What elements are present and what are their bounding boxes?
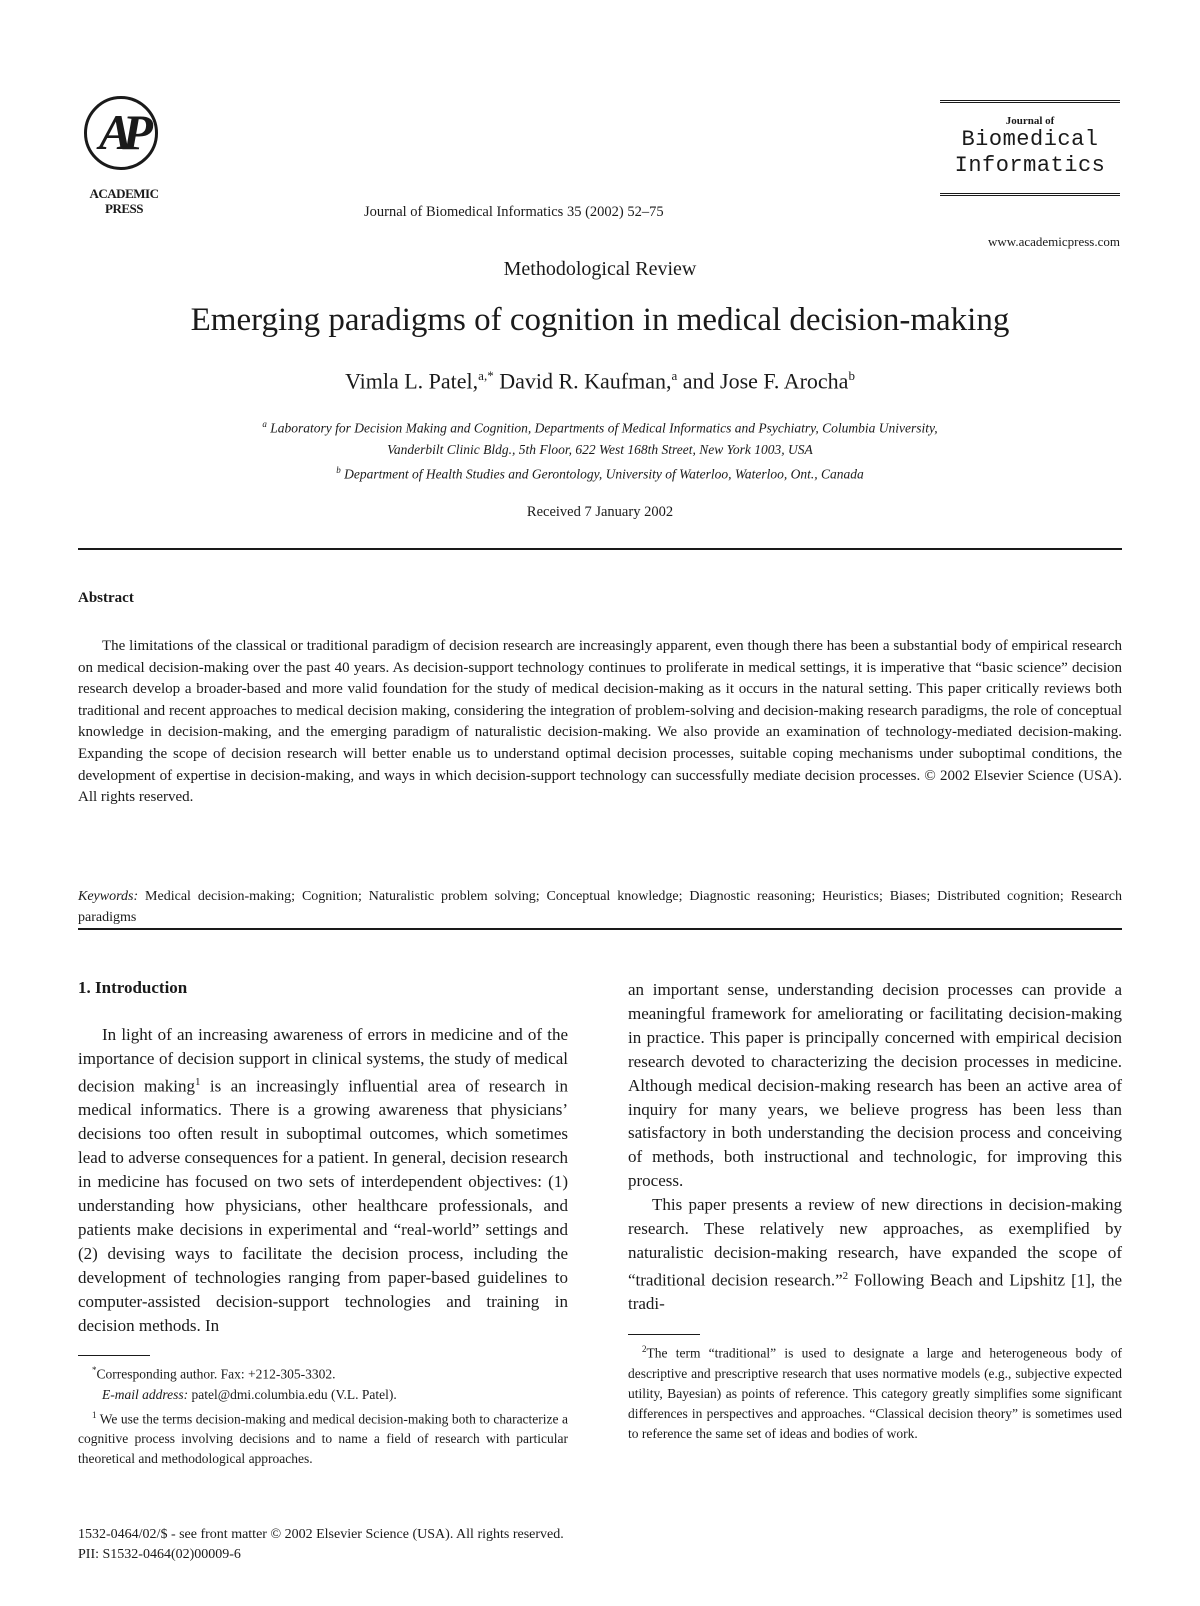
publisher-name-line2: PRESS [105,201,143,216]
author-2-sup: a [671,368,678,383]
footnote-rule-left [78,1355,150,1356]
masthead-top-rule [940,100,1120,107]
abstract-heading: Abstract [78,590,134,606]
affil-a-line1: Laboratory for Decision Making and Cognition, Departments of Medical Informatics and Psychiatry, Columbia University, [270,420,938,436]
logo-glyph: AP [99,104,143,160]
abstract-text: The limitations of the classical or traditional paradigm of decision research are increasingly apparent, even though there has been a substantial body of empirical research on medical decision-making over the past 40 years. As decision-support technology continues to proliferate in medical settings, it is imperative that “basic science” decision research develop a broader-based and more valid foundation for the study of medical decision-making as it occurs in the natural setting. This paper critically reviews both traditional and recent approaches to medical decision making, considering the integration of problem-solving and decision-making research paradigms, the role of conceptual knowledge in decision-making, and the emerging paradigm of naturalistic decision-making. We also provide an examination of technology-mediated decision-making. Expanding the scope of decision research will better enable us to understand optimal decision processes, suitable coping mechanisms under suboptimal conditions, the development of expertise in decision-making, and ways in which decision-support technology can successfully mediate decision processes. © 2002 Elsevier Science (USA). All rights reserved. [78,638,1122,806]
author-1-sup: a,* [478,368,494,383]
masthead-small: Journal of [1005,115,1055,127]
footnotes-left [78,1360,568,1469]
footer-pii: PII: S1532-0464(02)00009-6 [78,1547,241,1562]
intro-paragraph-3 [628,1193,1122,1316]
masthead-bottom-rule [940,193,1120,200]
fn2-text: The term “traditional” is used to designate a large and heterogeneous body of descriptive and prescriptive research that uses normative models (e.g., subjective expected utility, Bayesian) as points of reference. This category greatly simplifies some significant differences in perspectives and approaches. “Classical decision theory” is sometimes used to reference the same set of ideas and bodies of work. [628,1345,1122,1441]
footnotes-right [628,1339,1122,1444]
affil-b-mark: b [336,464,341,475]
affil-a-mark: a [262,419,267,429]
affil-a-line2: Vanderbilt Clinic Bldg., 5th Floor, 622 West 168th Street, New York 1003, USA [387,441,813,457]
author-list [0,368,1200,394]
intro-paragraph-1 [78,1023,568,1337]
journal-citation: Journal of Biomedical Informatics 35 (2002) 52–75 [364,204,664,220]
footnote-ref-1: 1 [195,1075,201,1088]
fn-corresponding: Corresponding author. Fax: +212-305-3302. [96,1366,336,1382]
fn-email-label: E-mail address: [102,1386,189,1402]
footnote-ref-2: 2 [842,1269,849,1282]
footer-copyright: 1532-0464/02/$ - see front matter © 2002 Elsevier Science (USA). All rights reserved. [78,1527,564,1542]
article-section: Methodological Review [503,258,697,280]
footnote-rule-right [628,1334,700,1335]
intro-p1-part-b: is an increasingly influential area of research in medical informatics. There is a growing awareness that physicians’ decisions too often result in suboptimal outcomes, which sometimes lead to adverse consequences for a patient. In general, decision research in medicine has focused on two sets of interdependent objectives: (1) understanding how physicians, other healthcare professionals, and patients make decisions in experimental and “real-world” settings and (2) devising ways to facilitate the decision process, including the development of technologies ranging from paper-based guidelines to computer-assisted decision-support technologies and training in decision methods. In [78,1076,568,1335]
article-title: Emerging paradigms of cognition in medical decision-making [190,302,1010,338]
author-3-sup: b [848,368,855,383]
fn-star-mark: * [92,1365,97,1376]
publisher-name [78,186,170,216]
affil-b-line: Department of Health Studies and Gerontology, University of Waterloo, Waterloo, Ont., Canada [344,466,864,481]
intro-p3-part-a: This paper presents a review of new directions in decision-making research. These relatively new approaches, as exemplified by naturalistic decision-making research, have expanded the scope of “traditional decision research.” [628,1195,1122,1290]
affiliation-a [0,414,1200,484]
rule-top [78,548,1122,550]
fn-email-suffix: (V.L. Patel). [327,1386,397,1402]
keywords [78,886,1122,928]
journal-masthead [940,100,1120,200]
keywords-text: Medical decision-making; Cognition; Naturalistic problem solving; Conceptual knowledge; Diagnostic reasoning; Heuristics; Biases; Distributed cognition; Research paradigms [78,889,1122,925]
intro-p1-part-a: In light of an increasing awareness of errors in medicine and of the importance of decision support in clinical systems, the study of medical decision making [78,1025,568,1096]
fn1-mark: 1 [92,1409,97,1420]
rule-bottom [78,928,1122,930]
masthead-line2: Informatics [954,153,1106,178]
intro-right-column [628,978,1122,1444]
author-3: and Jose F. Arocha [677,368,849,394]
author-2: David R. Kaufman, [493,368,672,394]
fn-email-value[interactable]: patel@dmi.columbia.edu [191,1386,328,1402]
section-heading-introduction: 1. Introduction [78,978,188,997]
publisher-name-line1: ACADEMIC [89,186,159,201]
journal-url[interactable]: www.academicpress.com [988,234,1120,249]
intro-p3-part-b: Following Beach and Lipshitz [1], the tradi- [628,1270,1123,1314]
page-footer [78,1525,564,1565]
intro-left-column [78,1023,568,1469]
publisher-logo [78,96,173,226]
intro-paragraph-2: an important sense, understanding decision processes can provide a meaningful framework for ameliorating or facilitating decision-making in practice. This paper is principally concerned with empirical decision research devoted to characterizing the decision processes in medicine. Although medical decision-making research has been an active area of inquiry for many years, we believe progress has been less than satisfactory in both understanding the decision process and conceiving of methods, both instructional and technologic, for improving this process. [628,980,1122,1191]
fn1-text: We use the terms decision-making and medical decision-making both to characterize a cognitive process involving decisions and to name a field of research with particular theoretical and methodological approaches. [78,1411,568,1467]
author-1: Vimla L. Patel, [345,368,479,394]
keywords-label: Keywords: [78,889,139,904]
masthead-line1: Biomedical [961,127,1099,152]
received-date: Received 7 January 2002 [526,504,674,520]
fn2-mark: 2 [642,1344,647,1355]
